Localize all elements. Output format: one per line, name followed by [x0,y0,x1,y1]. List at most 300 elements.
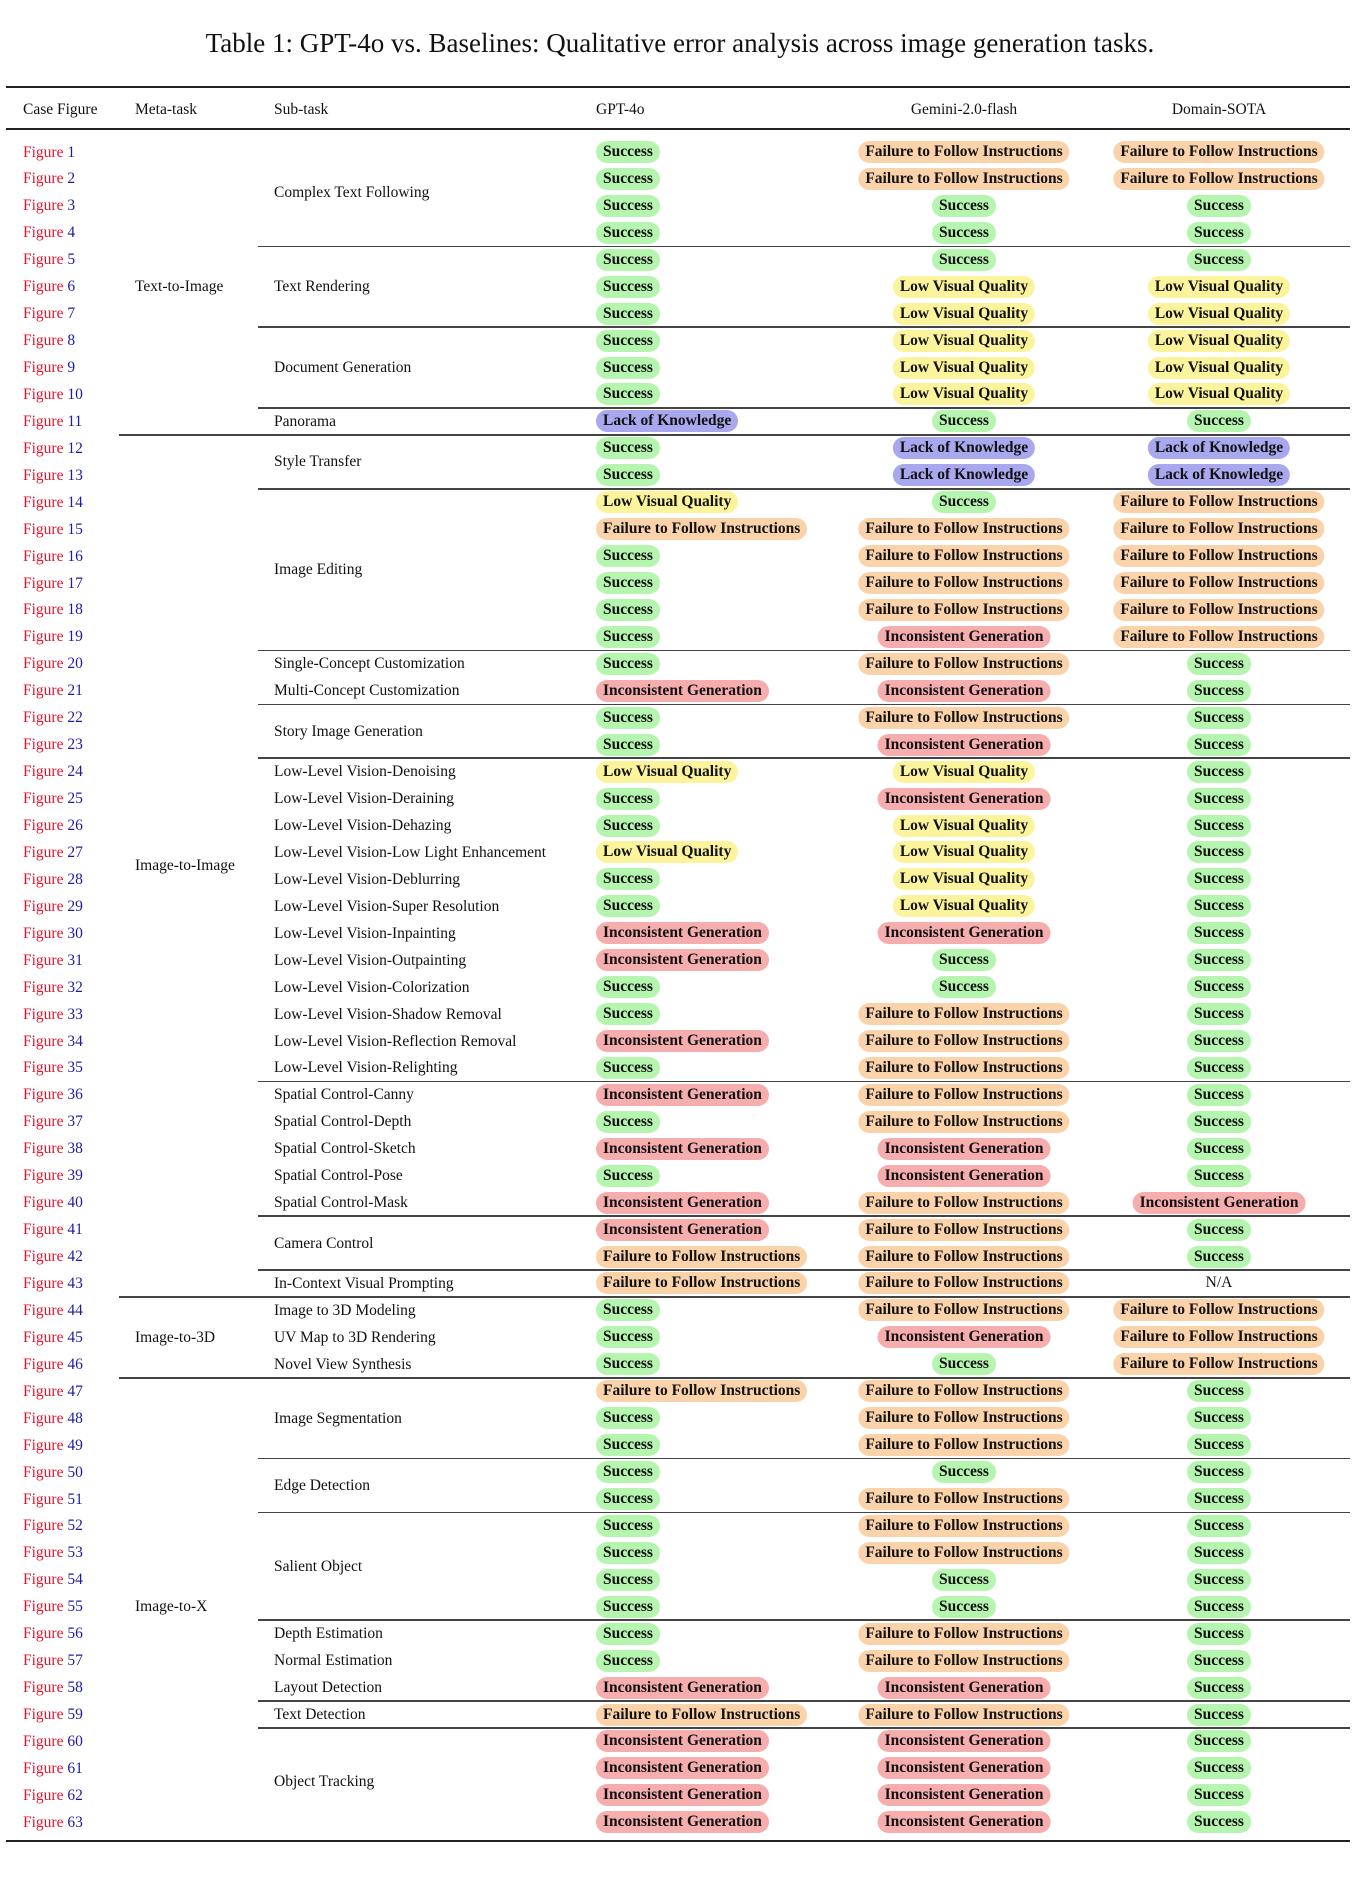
figure-number: 8 [67,332,76,350]
figure-link[interactable] [23,1432,83,1459]
gemini-result-badge: Failure to Follow Instructions [858,1515,1069,1537]
figure-link[interactable] [23,1512,83,1539]
figure-number: 23 [67,736,83,754]
gemini-result-badge: Inconsistent Generation [878,734,1051,756]
figure-link[interactable] [23,1081,83,1108]
gemini-result-badge: Success [932,1596,996,1618]
figure-link[interactable] [23,489,83,516]
domain-sota-result-badge: Success [1187,653,1251,675]
domain-sota-result-badge: Success [1187,1434,1251,1456]
figure-number: 17 [67,574,83,592]
figure-link[interactable] [23,1809,83,1836]
gpt-4o-result-badge: Failure to Follow Instructions [596,1704,807,1726]
figure-link[interactable] [23,1135,83,1162]
figure-number: 48 [67,1409,83,1427]
sub-task-label: Low-Level Vision-Shadow Removal [274,1005,502,1023]
figure-word: Figure [23,709,68,727]
figure-link[interactable] [23,1539,83,1566]
figure-link[interactable] [23,543,83,570]
figure-word: Figure [23,1652,68,1670]
gpt-4o-result-badge: Success [596,1542,660,1564]
sub-task-label: Low-Level Vision-Dehazing [274,817,452,834]
figure-word: Figure [23,1355,68,1373]
gemini-result-badge: Failure to Follow Instructions [858,572,1069,594]
figure-word: Figure [23,1598,68,1616]
sub-task-label: In-Context Visual Prompting [274,1274,454,1292]
domain-sota-result-badge: Success [1187,1165,1251,1187]
sub-task-label: Document Generation [274,359,412,377]
gemini-result-badge: Low Visual Quality [893,815,1035,837]
domain-sota-result-badge: Success [1187,976,1251,998]
figure-link[interactable] [23,1297,83,1324]
figure-number: 56 [67,1625,83,1643]
header-case-figure: Case Figure [23,101,98,118]
gemini-result-badge: Inconsistent Generation [878,1677,1051,1699]
gemini-result-badge: Success [932,976,996,998]
gemini-result-badge: Inconsistent Generation [878,1757,1051,1779]
sub-task-label: Low-Level Vision-Colorization [274,978,470,996]
figure-number: 51 [67,1490,83,1508]
sub-task-label: Image Editing [274,561,363,579]
domain-sota-result-badge: Failure to Follow Instructions [1113,1299,1324,1321]
meta-task-label: Image-to-X [135,1598,208,1616]
figure-link[interactable] [23,165,75,192]
domain-sota-result-badge: Low Visual Quality [1148,276,1290,298]
gemini-result-badge: Inconsistent Generation [878,1730,1051,1752]
figure-number: 35 [67,1059,83,1077]
gemini-result-badge: Success [932,222,996,244]
gemini-result-badge: Low Visual Quality [893,357,1035,379]
figure-link[interactable] [23,381,83,408]
figure-word: Figure [23,763,68,781]
domain-sota-result-badge: Success [1187,1219,1251,1241]
gpt-4o-result-badge: Success [596,1569,660,1591]
figure-number: 7 [67,305,76,323]
figure-number: 27 [67,843,83,861]
figure-link[interactable] [23,1324,83,1351]
domain-sota-result-badge: Success [1187,680,1251,702]
gemini-result-badge: Low Visual Quality [893,841,1035,863]
header-meta-task: Meta-task [135,101,197,118]
sub-task-label: Depth Estimation [274,1625,383,1643]
gpt-4o-result-badge: Failure to Follow Instructions [596,1272,807,1294]
gpt-4o-result-badge: Success [596,868,660,890]
figure-link[interactable] [23,1459,83,1486]
figure-link[interactable] [23,1674,83,1701]
gpt-4o-result-badge: Success [596,357,660,379]
figure-link[interactable] [23,758,83,785]
figure-word: Figure [23,305,68,323]
domain-sota-result-badge: Success [1187,1569,1251,1591]
gpt-4o-result-badge: Success [596,1057,660,1079]
gemini-result-badge: Success [932,1353,996,1375]
sub-task-label: Panorama [274,412,336,430]
gemini-result-badge: Failure to Follow Instructions [858,1623,1069,1645]
figure-number: 25 [67,790,83,808]
domain-sota-result-badge: Success [1187,949,1251,971]
domain-sota-result-badge: Success [1187,1380,1251,1402]
domain-sota-result-badge: Failure to Follow Instructions [1113,518,1324,540]
sub-task-label: Complex Text Following [274,183,430,201]
sub-task-separator [258,1619,1350,1621]
meta-task-label: Image-to-Image [135,857,235,875]
gemini-result-badge: Failure to Follow Instructions [858,141,1069,163]
gpt-4o-result-badge: Failure to Follow Instructions [596,1380,807,1402]
figure-link[interactable] [23,139,75,166]
figure-link[interactable] [23,1270,83,1297]
figure-word: Figure [23,1625,68,1643]
domain-sota-result-badge: Failure to Follow Instructions [1113,599,1324,621]
sub-task-label: UV Map to 3D Rendering [274,1328,436,1346]
figure-number: 59 [67,1706,83,1724]
sub-task-label: Edge Detection [274,1477,370,1495]
figure-word: Figure [23,817,68,834]
figure-link[interactable] [23,650,83,677]
domain-sota-result-badge: Success [1187,1030,1251,1052]
figure-word: Figure [23,170,68,188]
gemini-result-badge: Low Visual Quality [893,330,1035,352]
gemini-result-badge: Failure to Follow Instructions [858,1650,1069,1672]
gpt-4o-result-badge: Inconsistent Generation [596,1677,769,1699]
gpt-4o-result-badge: Inconsistent Generation [596,1030,769,1052]
figure-link[interactable] [23,1108,83,1135]
figure-word: Figure [23,466,68,484]
figure-word: Figure [23,1786,68,1804]
domain-sota-result-badge: Low Visual Quality [1148,383,1290,405]
sub-task-label: Salient Object [274,1557,363,1575]
figure-link[interactable] [23,1620,83,1647]
figure-link[interactable] [23,246,75,273]
figure-link[interactable] [23,327,75,354]
figure-word: Figure [23,439,68,457]
sub-task-label: Spatial Control-Canny [274,1086,414,1104]
figure-link[interactable] [23,1378,83,1405]
figure-link[interactable] [23,192,75,219]
gpt-4o-result-badge: Inconsistent Generation [596,1138,769,1160]
gemini-result-badge: Success [932,1569,996,1591]
figure-link[interactable] [23,1216,83,1243]
figure-word: Figure [23,1706,68,1724]
figure-link[interactable] [23,1351,83,1378]
figure-number: 29 [67,897,83,915]
gemini-result-badge: Failure to Follow Instructions [858,1003,1069,1025]
figure-number: 1 [67,143,76,161]
sub-task-separator [258,326,1350,328]
figure-link[interactable] [23,1728,83,1755]
domain-sota-result-badge: Success [1187,922,1251,944]
figure-link[interactable] [23,1701,83,1728]
sub-task-separator [258,407,1350,409]
figure-number: 46 [67,1355,83,1373]
figure-word: Figure [23,574,68,592]
figure-word: Figure [23,1032,68,1050]
domain-sota-result-badge: Failure to Follow Instructions [1113,572,1324,594]
sub-task-label: Low-Level Vision-Deraining [274,790,454,808]
figure-number: 54 [67,1571,83,1589]
sub-task-label: Text Detection [274,1706,366,1724]
domain-sota-result-badge: Success [1187,1461,1251,1483]
domain-sota-result-badge: Success [1187,1784,1251,1806]
gpt-4o-result-badge: Low Visual Quality [596,841,738,863]
gemini-result-badge: Success [932,410,996,432]
figure-word: Figure [23,1382,68,1400]
figure-link[interactable] [23,1189,83,1216]
figure-link[interactable] [23,893,83,920]
gpt-4o-result-badge: Success [596,141,660,163]
gemini-result-badge: Failure to Follow Instructions [858,1542,1069,1564]
figure-number: 52 [67,1517,83,1535]
figure-word: Figure [23,359,68,377]
figure-link[interactable] [23,812,83,839]
sub-task-label: Low-Level Vision-Relighting [274,1059,458,1077]
figure-number: 22 [67,709,83,727]
figure-link[interactable] [23,866,83,893]
gpt-4o-result-badge: Success [596,1353,660,1375]
figure-word: Figure [23,1301,68,1319]
figure-word: Figure [23,1490,68,1508]
figure-link[interactable] [23,1162,83,1189]
figure-link[interactable] [23,1243,83,1270]
gemini-result-badge: Failure to Follow Instructions [858,1434,1069,1456]
gpt-4o-result-badge: Success [596,734,660,756]
figure-number: 43 [67,1274,83,1292]
figure-number: 32 [67,978,83,996]
figure-word: Figure [23,1194,68,1212]
sub-task-label: Low-Level Vision-Super Resolution [274,897,500,915]
gpt-4o-result-badge: Success [596,383,660,405]
gpt-4o-result-badge: Success [596,1515,660,1537]
figure-number: 30 [67,924,83,942]
figure-word: Figure [23,1813,68,1831]
figure-link[interactable] [23,300,75,327]
figure-link[interactable] [23,947,83,974]
domain-sota-result-badge: Success [1187,1677,1251,1699]
gemini-result-badge: Inconsistent Generation [878,1165,1051,1187]
figure-link[interactable] [23,273,75,300]
gemini-result-badge: Failure to Follow Instructions [858,1057,1069,1079]
figure-number: 2 [67,170,76,188]
gpt-4o-result-badge: Success [596,1003,660,1025]
figure-link[interactable] [23,623,83,650]
figure-number: 47 [67,1382,83,1400]
figure-number: 50 [67,1463,83,1481]
gpt-4o-result-badge: Success [596,1111,660,1133]
figure-number: 41 [67,1221,83,1239]
figure-link[interactable] [23,839,83,866]
sub-task-label: Image to 3D Modeling [274,1301,416,1319]
figure-number: 19 [67,628,83,646]
figure-number: 9 [67,359,76,377]
sub-task-separator [258,1700,1350,1702]
sub-task-label: Text Rendering [274,278,370,296]
gemini-result-badge: Low Visual Quality [893,868,1035,890]
figure-link[interactable] [23,1028,83,1055]
gpt-4o-result-badge: Success [596,976,660,998]
domain-sota-result-badge: Success [1187,868,1251,890]
gemini-result-badge: Low Visual Quality [893,303,1035,325]
gpt-4o-result-badge: Success [596,545,660,567]
meta-task-separator [119,434,1350,436]
sub-task-label: Spatial Control-Mask [274,1194,408,1212]
gemini-result-badge: Failure to Follow Instructions [858,1084,1069,1106]
figure-link[interactable] [23,1647,83,1674]
figure-link[interactable] [23,354,75,381]
domain-sota-result-badge: Success [1187,1488,1251,1510]
sub-task-label: Low-Level Vision-Denoising [274,763,456,781]
figure-word: Figure [23,1167,68,1185]
gpt-4o-result-badge: Inconsistent Generation [596,1757,769,1779]
figure-link[interactable] [23,920,83,947]
figure-word: Figure [23,1463,68,1481]
gpt-4o-result-badge: Success [596,815,660,837]
figure-word: Figure [23,224,68,242]
figure-word: Figure [23,1221,68,1239]
figure-word: Figure [23,547,68,565]
figure-link[interactable] [23,1755,83,1782]
gpt-4o-result-badge: Inconsistent Generation [596,1084,769,1106]
gemini-result-badge: Failure to Follow Instructions [858,1272,1069,1294]
domain-sota-result-badge: Success [1187,1111,1251,1133]
figure-link[interactable] [23,408,82,435]
gpt-4o-result-badge: Inconsistent Generation [596,680,769,702]
figure-link[interactable] [23,596,83,623]
figure-word: Figure [23,790,68,808]
figure-word: Figure [23,1113,68,1131]
domain-sota-result-badge: Success [1187,841,1251,863]
figure-word: Figure [23,332,68,350]
figure-word: Figure [23,1544,68,1562]
gemini-result-badge: Low Visual Quality [893,383,1035,405]
gemini-result-badge: Failure to Follow Instructions [858,1192,1069,1214]
figure-link[interactable] [23,731,83,758]
figure-link[interactable] [23,219,75,246]
figure-number: 20 [67,655,83,673]
figure-word: Figure [23,385,68,403]
gemini-result-badge: Failure to Follow Instructions [858,545,1069,567]
domain-sota-result-badge: Success [1187,410,1251,432]
figure-word: Figure [23,1059,68,1077]
figure-word: Figure [23,897,68,915]
figure-number: 33 [67,1005,83,1023]
bottom-rule [6,1840,1350,1842]
gemini-result-badge: Lack of Knowledge [893,437,1035,459]
gpt-4o-result-badge: Success [596,1165,660,1187]
figure-word: Figure [23,843,68,861]
domain-sota-result-badge: Success [1187,1542,1251,1564]
header-sub-task: Sub-task [274,101,329,118]
figure-link[interactable] [23,1486,83,1513]
sub-task-separator [258,1215,1350,1217]
gemini-result-badge: Failure to Follow Instructions [858,1488,1069,1510]
domain-sota-result-badge: Success [1187,1057,1251,1079]
figure-number: 11 [67,412,83,430]
gpt-4o-result-badge: Success [596,330,660,352]
figure-link[interactable] [23,704,83,731]
gemini-result-badge: Inconsistent Generation [878,680,1051,702]
figure-link[interactable] [23,974,83,1001]
sub-task-label: Novel View Synthesis [274,1355,412,1373]
gpt-4o-result-badge: Inconsistent Generation [596,949,769,971]
figure-word: Figure [23,197,68,215]
gpt-4o-result-badge: Success [596,1299,660,1321]
figure-link[interactable] [23,1566,83,1593]
gemini-result-badge: Failure to Follow Instructions [858,1407,1069,1429]
domain-sota-result-badge: Failure to Follow Instructions [1113,168,1324,190]
domain-sota-result-badge: Lack of Knowledge [1148,464,1290,486]
figure-word: Figure [23,655,68,673]
gpt-4o-result-badge: Success [596,195,660,217]
sub-task-label: Camera Control [274,1234,374,1252]
figure-link[interactable] [23,785,83,812]
sub-task-label: Normal Estimation [274,1652,393,1670]
gemini-result-badge: Low Visual Quality [893,276,1035,298]
gpt-4o-result-badge: Success [596,249,660,271]
meta-task-label: Text-to-Image [135,278,224,296]
figure-number: 62 [67,1786,83,1804]
figure-link[interactable] [23,1054,83,1081]
domain-sota-result-badge: Success [1187,1246,1251,1268]
domain-sota-result-badge: Success [1187,761,1251,783]
gpt-4o-result-badge: Inconsistent Generation [596,1219,769,1241]
domain-sota-result-badge: Low Visual Quality [1148,357,1290,379]
domain-sota-result-badge: Inconsistent Generation [1133,1192,1306,1214]
figure-word: Figure [23,870,68,888]
figure-word: Figure [23,520,68,538]
figure-link[interactable] [23,462,83,489]
figure-link[interactable] [23,1001,83,1028]
gpt-4o-result-badge: Success [596,895,660,917]
domain-sota-result-badge: Success [1187,895,1251,917]
figure-link[interactable] [23,677,83,704]
figure-word: Figure [23,1571,68,1589]
gpt-4o-result-badge: Success [596,1623,660,1645]
figure-number: 55 [67,1598,83,1616]
meta-task-label: Image-to-3D [135,1328,216,1346]
gpt-4o-result-badge: Inconsistent Generation [596,1192,769,1214]
gpt-4o-result-badge: Success [596,1596,660,1618]
table-caption: Table 1: GPT-4o vs. Baselines: Qualitative error analysis across image generation tasks. [205,28,1155,58]
figure-link[interactable] [23,1782,83,1809]
figure-word: Figure [23,1005,68,1023]
figure-word: Figure [23,278,68,296]
domain-sota-result-badge: Lack of Knowledge [1148,437,1290,459]
gemini-result-badge: Failure to Follow Instructions [858,1704,1069,1726]
figure-number: 34 [67,1032,83,1050]
sub-task-label: Object Tracking [274,1773,375,1791]
gpt-4o-result-badge: Failure to Follow Instructions [596,518,807,540]
domain-sota-result-badge: Success [1187,1757,1251,1779]
sub-task-label: Story Image Generation [274,722,423,740]
figure-link[interactable] [23,516,83,543]
sub-task-separator [258,1458,1350,1460]
figure-word: Figure [23,601,68,619]
sub-task-label: Low-Level Vision-Reflection Removal [274,1032,517,1050]
gemini-result-badge: Lack of Knowledge [893,464,1035,486]
domain-sota-result-badge: Failure to Follow Instructions [1113,1326,1324,1348]
gpt-4o-result-badge: Success [596,1461,660,1483]
figure-link[interactable] [23,570,83,597]
figure-link[interactable] [23,1405,83,1432]
figure-word: Figure [23,736,68,754]
domain-sota-result-badge: Success [1187,1704,1251,1726]
gemini-result-badge: Success [932,249,996,271]
sub-task-label: Low-Level Vision-Low Light Enhancement [274,843,547,861]
sub-task-separator [258,704,1350,706]
gpt-4o-result-badge: Low Visual Quality [596,491,738,513]
domain-sota-result-badge: Failure to Follow Instructions [1113,491,1324,513]
figure-link[interactable] [23,1593,83,1620]
figure-link[interactable] [23,435,83,462]
